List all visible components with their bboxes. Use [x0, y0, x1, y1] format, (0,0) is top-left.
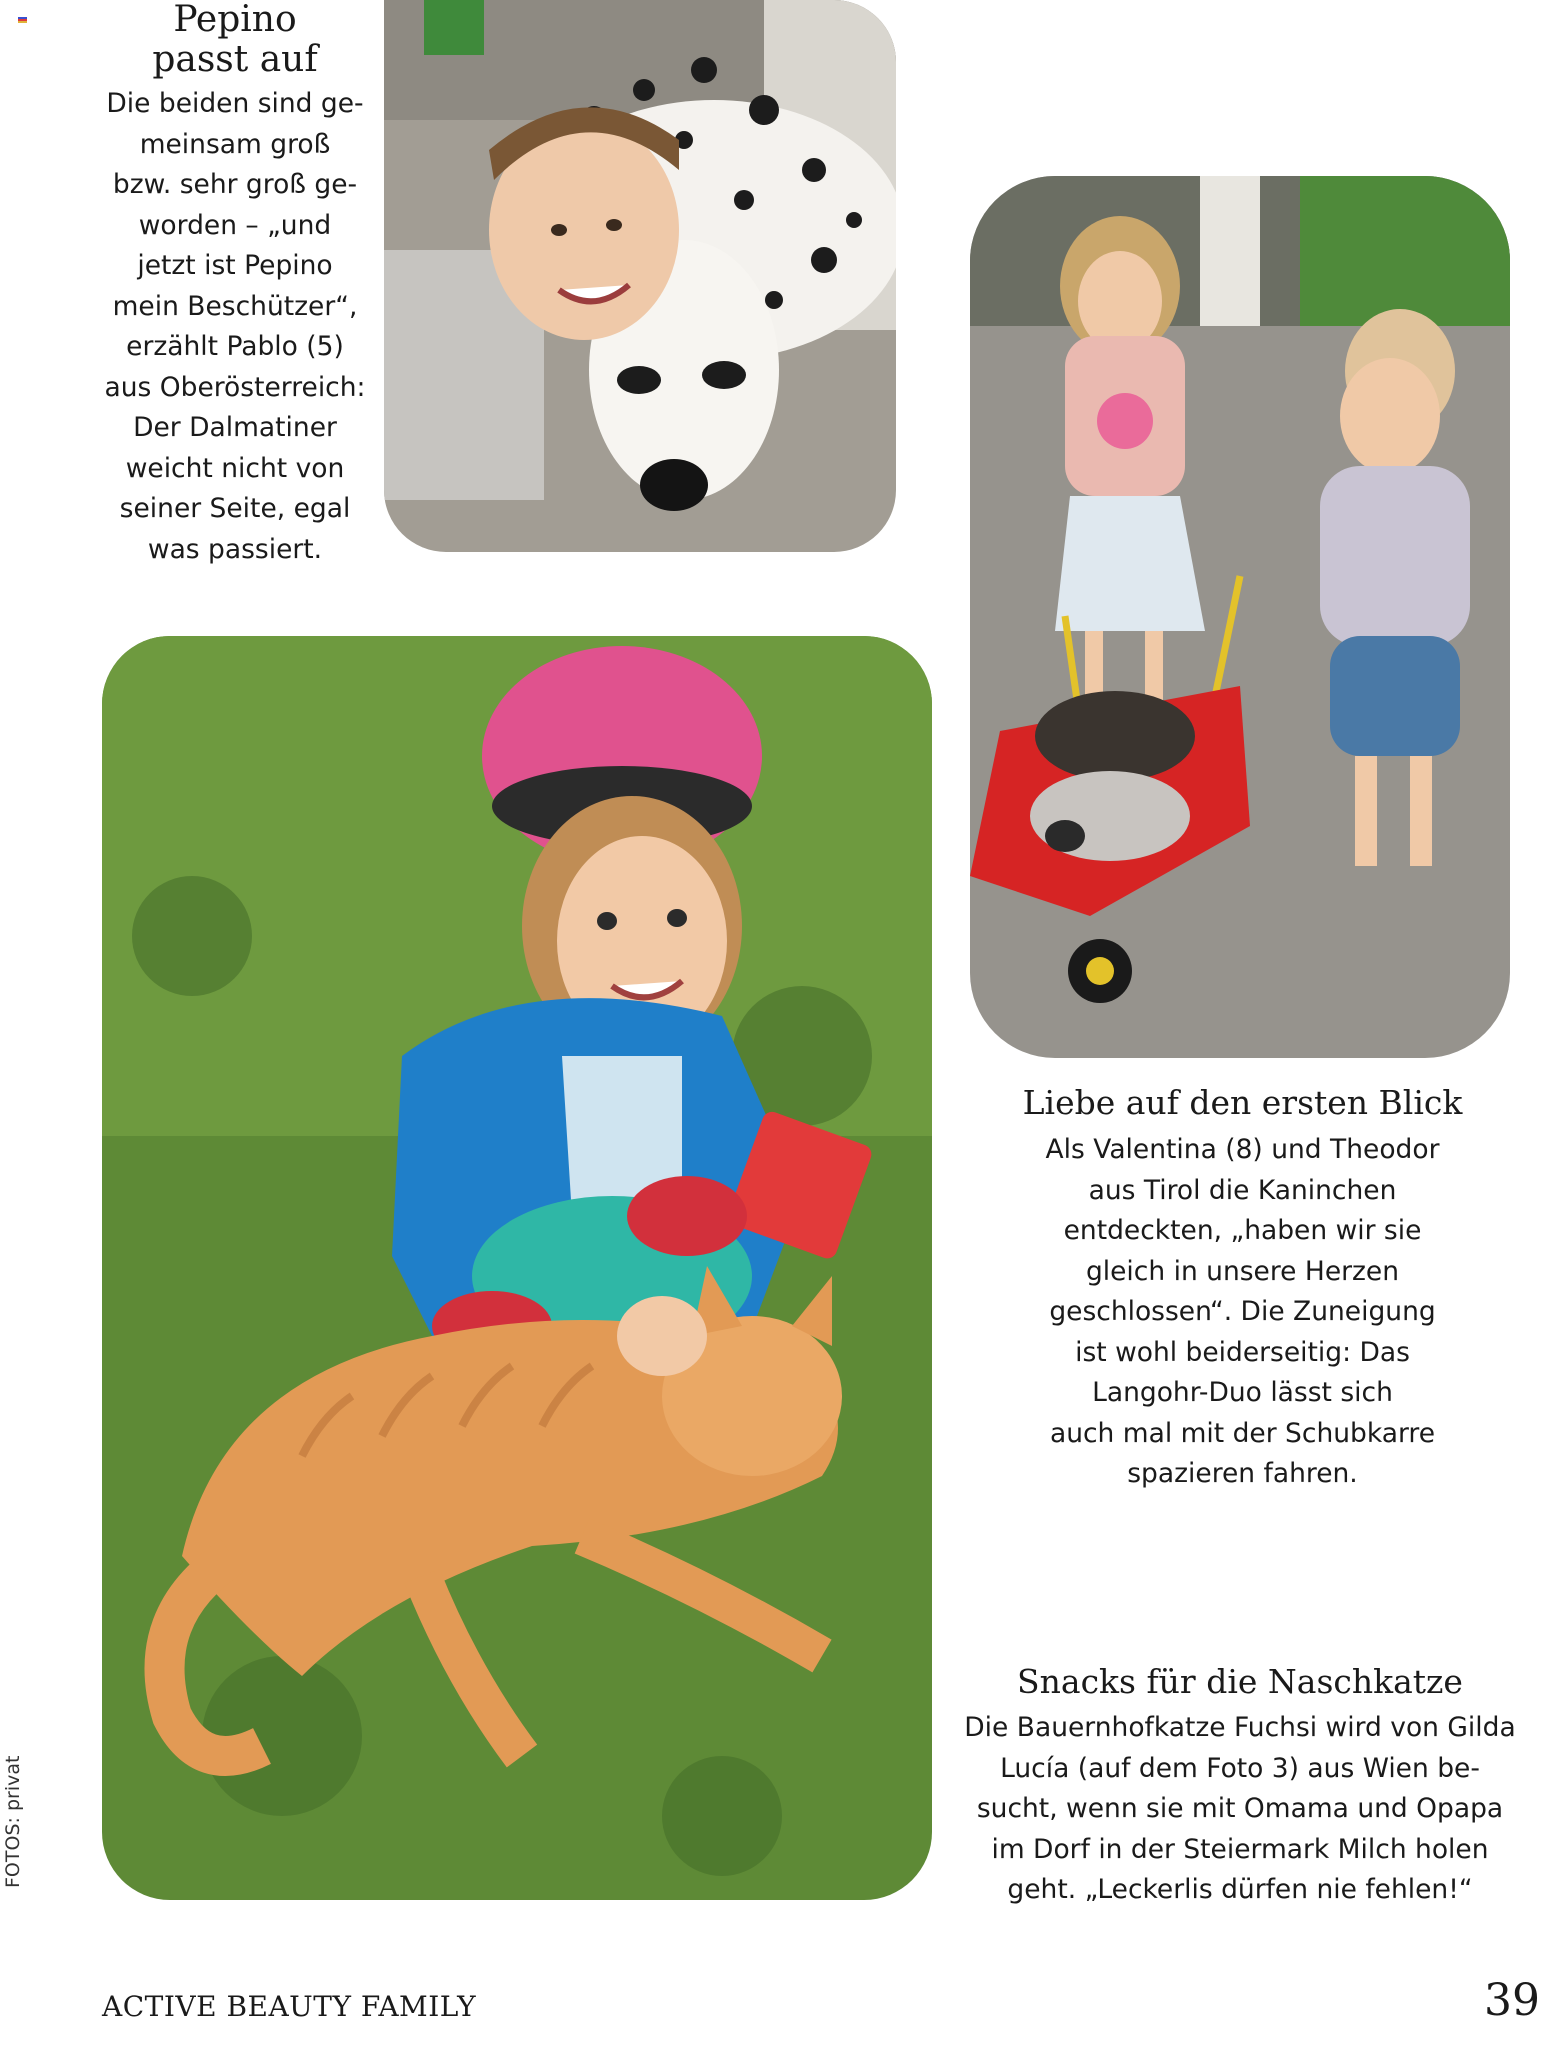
story-title-rabbits: Liebe auf den ersten Blick [1022, 1083, 1463, 1122]
dalmatian-photo [384, 0, 896, 552]
story-text-rabbits: Als Valentina (8) und Theodor aus Tirol die Kaninchen entdeckten, „haben wir sie gleich in unsere Herzen geschlossen“. Die Zuneigung ist wohl beiderseitig: Das Langohr-Duo lässt sich auch mal mit der Schubkarre spazieren fahren. [1045, 1134, 1440, 1489]
footer-magazine-name: ACTIVE BEAUTY FAMILY [102, 1990, 477, 2023]
story-title-cat: Snacks für die Naschkatze [1017, 1662, 1463, 1701]
story-title-pepino: Pepino passt auf [152, 0, 318, 81]
story-text-pepino: Die beiden sind ge- meinsam groß bzw. sehr groß ge- worden – „und jetzt ist Pepino mein Beschützer“, erzählt Pablo (5) aus Oberösterreich: Der Dalmatiner weicht nicht von seiner Seite, egal was passiert. [104, 88, 366, 565]
photo-credit: FOTOS: privat [2, 1755, 24, 1888]
rabbits-photo [970, 176, 1510, 1058]
cat-photo [102, 636, 932, 1900]
story-text-cat: Die Bauernhofkatze Fuchsi wird von Gilda Lucía (auf dem Foto 3) aus Wien be- sucht, wenn sie mit Omama und Opapa im Dorf in der Steiermark Milch holen geht. „Leckerlis dürfen nie fehlen!“ [964, 1712, 1516, 1905]
page-number: 39 [1484, 1975, 1540, 2026]
color-mark [18, 17, 27, 23]
